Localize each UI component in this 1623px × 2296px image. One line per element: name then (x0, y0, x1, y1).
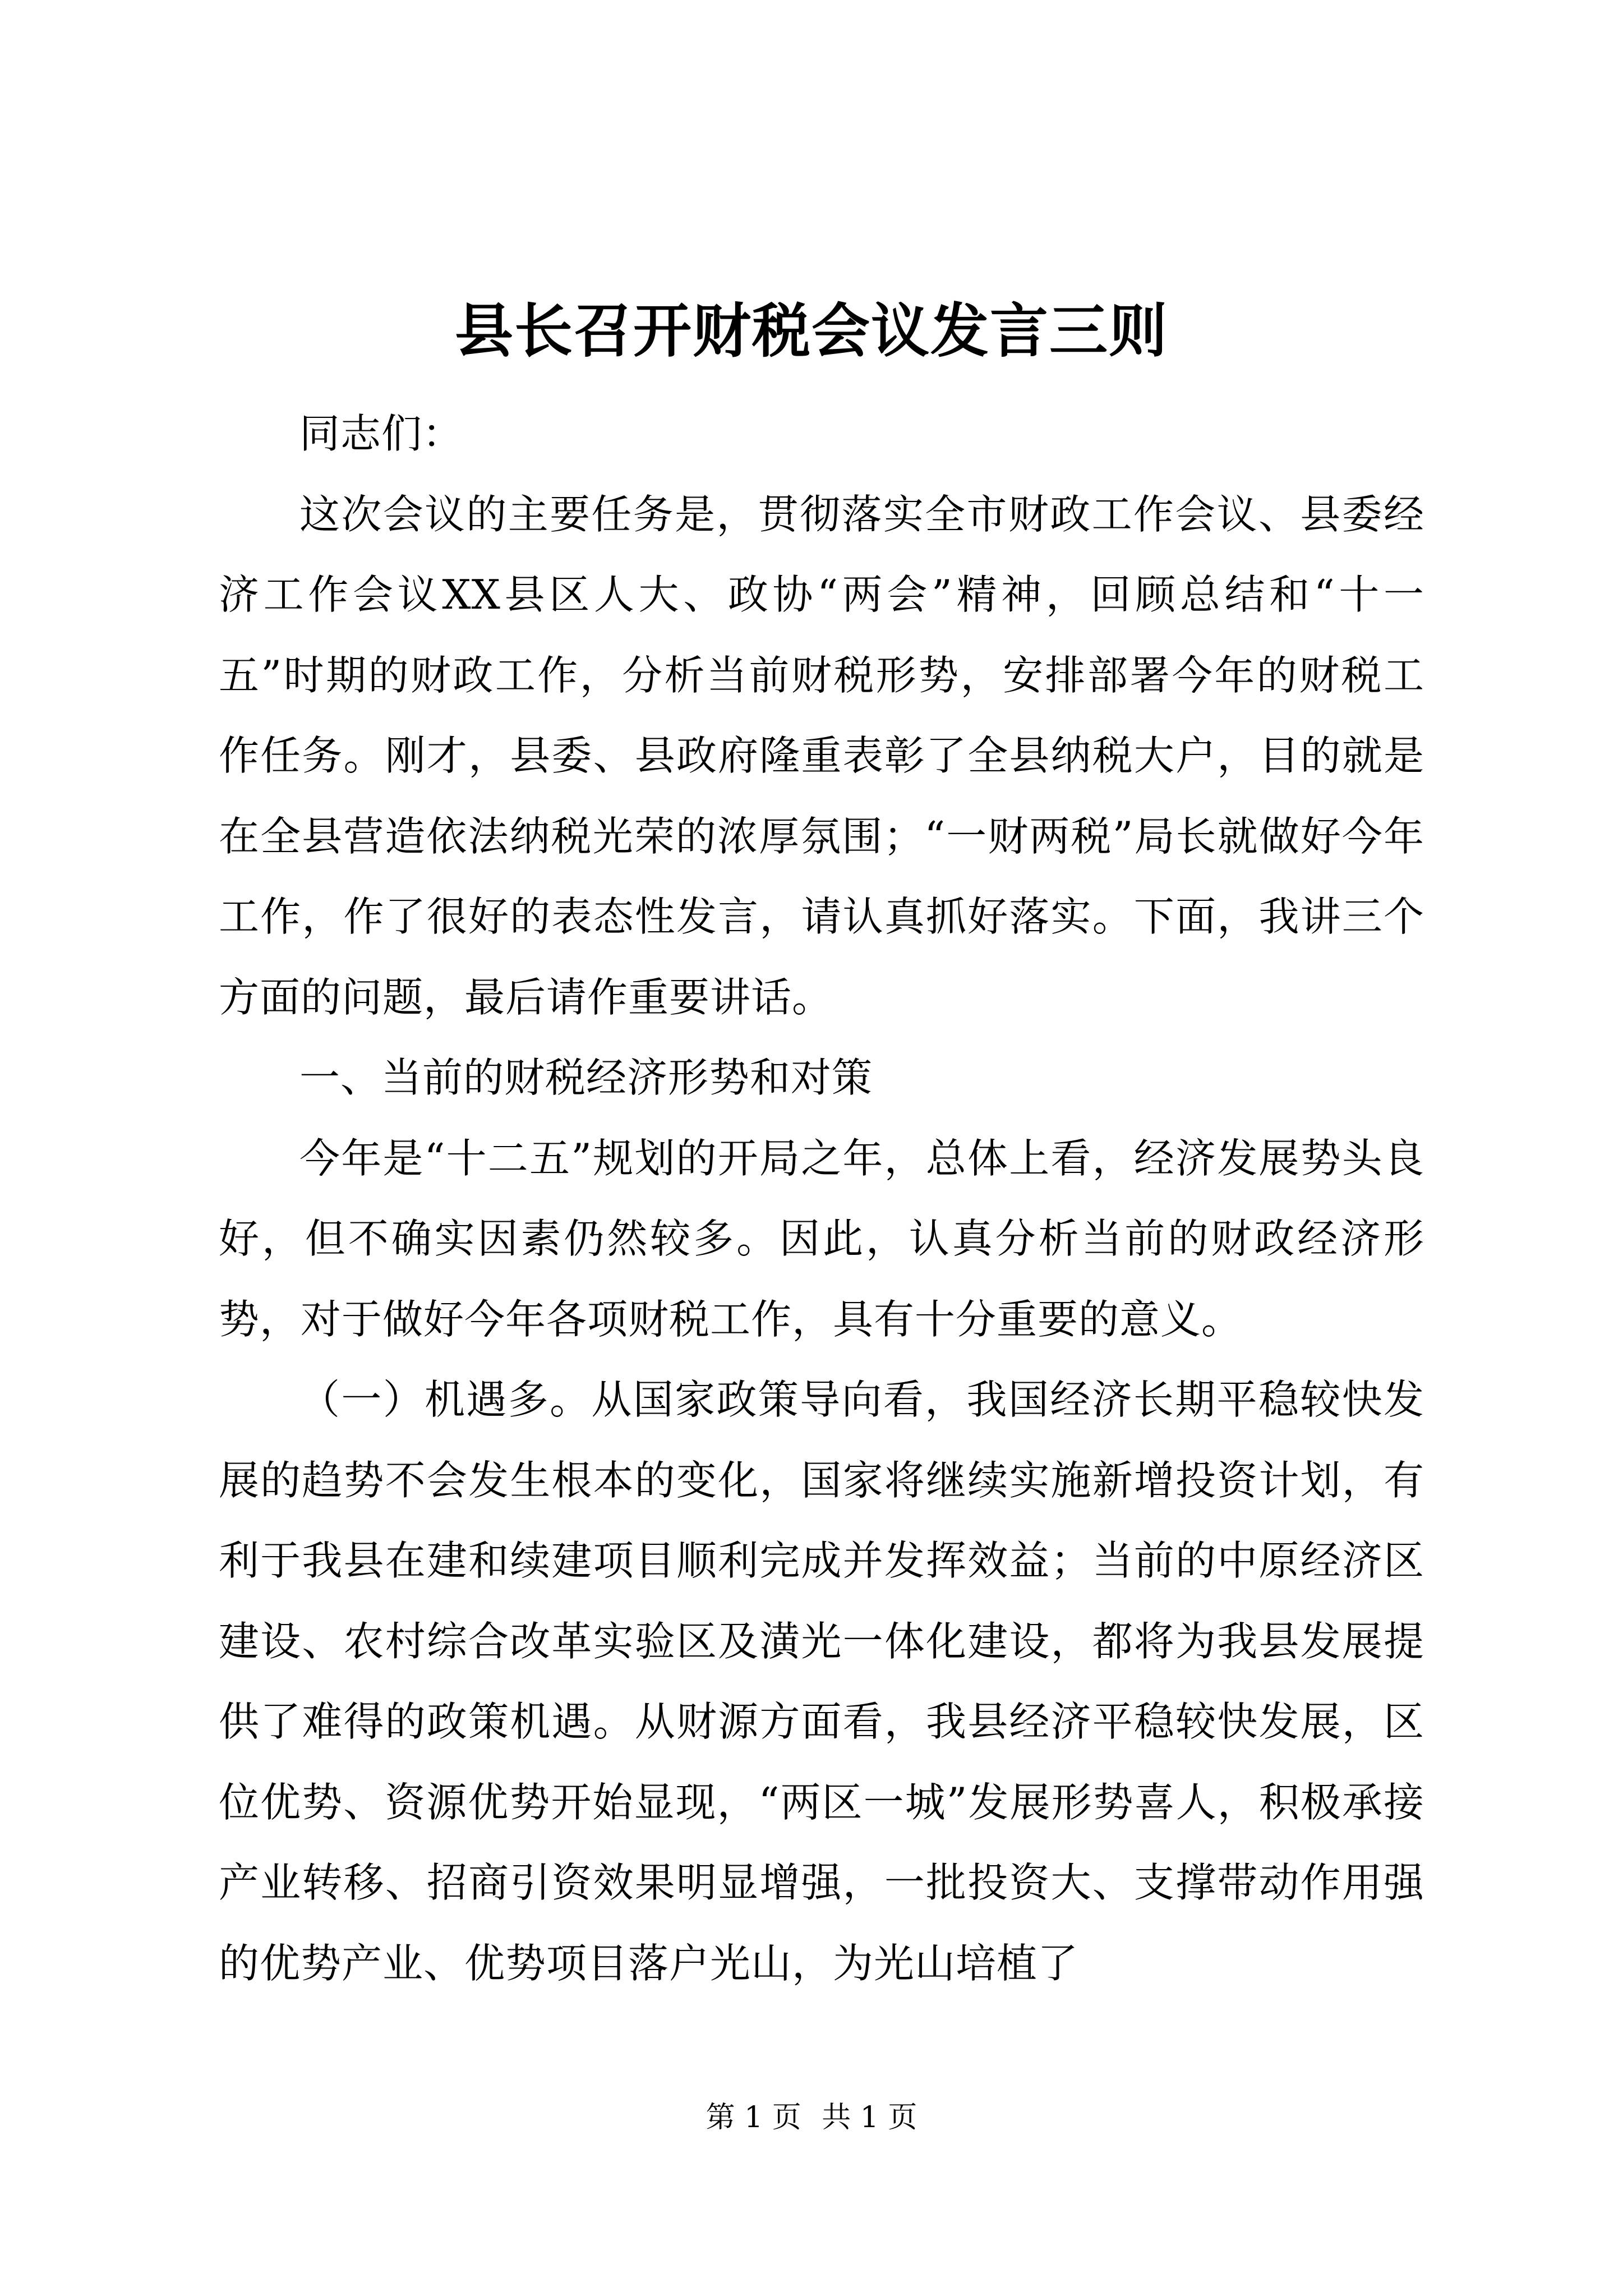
document-title: 县长召开财税会议发言三则 (454, 296, 1168, 365)
page-total: 共 1 页 (822, 2101, 917, 2134)
page-number: 第 1 页 (706, 2101, 801, 2134)
paragraph-intro: 这次会议的主要任务是，贯彻落实全市财政工作会议、县委经济工作会议XX县区人大、政协“两会”精神，回顾总结和“十一五”时期的财政工作，分析当前财税形势，安排部署今年的财税工作任务。刚才，县委、县政府隆重表彰了全县纳税大户，目的就是在全县营造依法纳税光荣的浓厚氛围；“一财两税”局长就做好今年工作，作了很好的表态性发言，请认真抓好落实。下面，我讲三个方面的问题，最后请作重要讲话。 (219, 490, 1424, 1021)
document-body (219, 394, 1424, 2004)
paragraph-opportunities: （一）机遇多。从国家政策导向看，我国经济长期平稳较快发展的趋势不会发生根本的变化，国家将继续实施新增投资计划，有利于我县在建和续建项目顺利完成并发挥效益；当前的中原经济区建设、农村综合改革实验区及潢光一体化建设，都将为我县发展提供了难得的政策机遇。从财源方面看，我县经济平稳较快发展，区位优势、资源优势开始显现，“两区一城”发展形势喜人，积极承接产业转移、招商引资效果明显增强，一批投资大、支撑带动作用强的优势产业、优势项目落户光山，为光山培植了 (219, 1376, 1424, 1987)
page-footer (0, 2098, 1623, 2137)
salutation: 同志们： (299, 410, 464, 457)
paragraph-overview: 今年是“十二五”规划的开局之年，总体上看，经济发展势头良好，但不确实因素仍然较多。因此，认真分析当前的财政经济形势，对于做好今年各项财税工作，具有十分重要的意义。 (219, 1134, 1424, 1343)
section-heading: 一、当前的财税经济形势和对策 (299, 1054, 873, 1101)
